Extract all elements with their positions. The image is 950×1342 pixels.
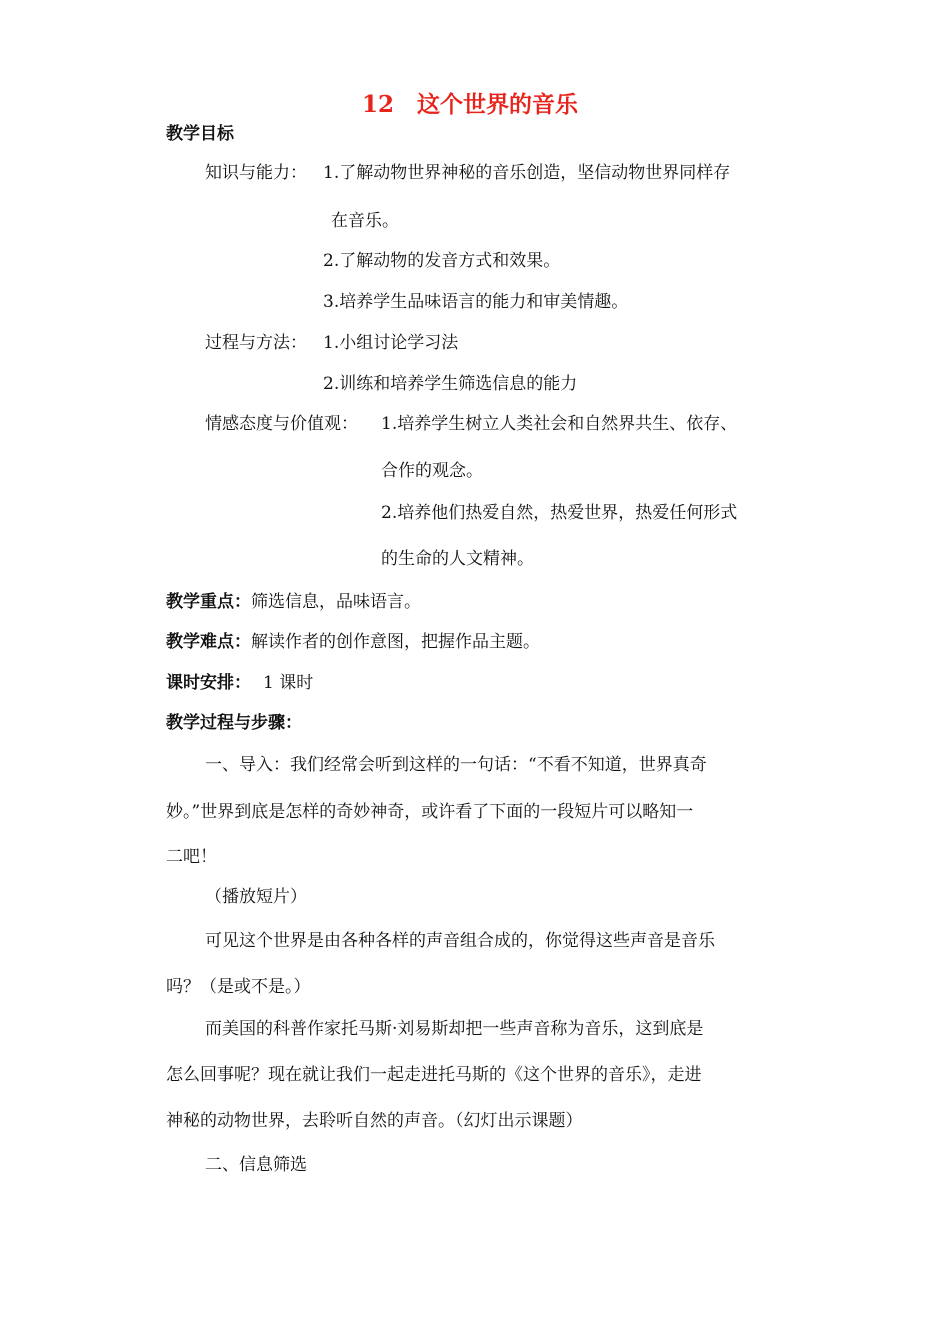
- paragraph-3-line-3: 神秘的动物世界，去聆听自然的声音。（幻灯出示课题）: [166, 1111, 583, 1131]
- steps-heading: 教学过程与步骤：: [166, 713, 302, 733]
- intro-line-1: 一、导入：我们经常会听到这样的一句话：“不看不知道，世界真奇: [205, 755, 707, 775]
- schedule-text: 1 课时: [263, 673, 314, 693]
- knowledge-item-3: 3.培养学生品味语言的能力和审美情趣。: [323, 292, 629, 312]
- intro-line-2: 妙。”世界到底是怎样的奇妙神奇，或许看了下面的一段短片可以略知一: [166, 802, 694, 822]
- difficulty-label: 教学难点：: [166, 632, 251, 652]
- difficulty-line: [166, 631, 540, 653]
- objectives-heading: 教学目标: [166, 124, 234, 144]
- knowledge-item-1: 1.了解动物世界神秘的音乐创造，坚信动物世界同样存: [323, 163, 731, 183]
- emotion-item-2: 2.培养他们热爱自然，热爱世界，热爱任何形式: [381, 503, 738, 523]
- process-label: 过程与方法：: [205, 333, 307, 353]
- knowledge-label: 知识与能力：: [205, 163, 307, 183]
- key-point-text: 筛选信息，品味语言。: [251, 592, 421, 612]
- knowledge-item-1-cont: 在音乐。: [331, 211, 399, 231]
- knowledge-item-2: 2.了解动物的发音方式和效果。: [323, 251, 561, 271]
- section-2-heading: 二、信息筛选: [205, 1155, 307, 1175]
- process-item-2: 2.训练和培养学生筛选信息的能力: [323, 374, 578, 394]
- emotion-label: 情感态度与价值观：: [205, 414, 358, 434]
- paragraph-2-line-2: 吗？（是或不是。）: [166, 977, 311, 997]
- key-point-label: 教学重点：: [166, 592, 251, 612]
- emotion-item-2-cont: 的生命的人文精神。: [381, 549, 534, 569]
- page-title: 12 这个世界的音乐: [362, 91, 579, 118]
- paragraph-3-line-2: 怎么回事呢？现在就让我们一起走进托马斯的《这个世界的音乐》，走进: [166, 1065, 702, 1085]
- schedule-label: 课时安排：: [166, 673, 251, 693]
- schedule-line: [166, 672, 313, 694]
- paragraph-2-line-1: 可见这个世界是由各种各样的声音组合成的，你觉得这些声音是音乐: [205, 931, 715, 951]
- paragraph-3-line-1: 而美国的科普作家托马斯·刘易斯却把一些声音称为音乐，这到底是: [205, 1019, 704, 1039]
- process-item-1: 1.小组讨论学习法: [323, 333, 459, 353]
- emotion-item-1-cont: 合作的观念。: [381, 461, 483, 481]
- intro-line-3: 二吧！: [166, 847, 217, 867]
- difficulty-text: 解读作者的创作意图，把握作品主题。: [251, 632, 540, 652]
- key-point-line: [166, 591, 421, 613]
- emotion-item-1: 1.培养学生树立人类社会和自然界共生、依存、: [381, 414, 738, 434]
- play-video-note: （播放短片）: [205, 887, 307, 907]
